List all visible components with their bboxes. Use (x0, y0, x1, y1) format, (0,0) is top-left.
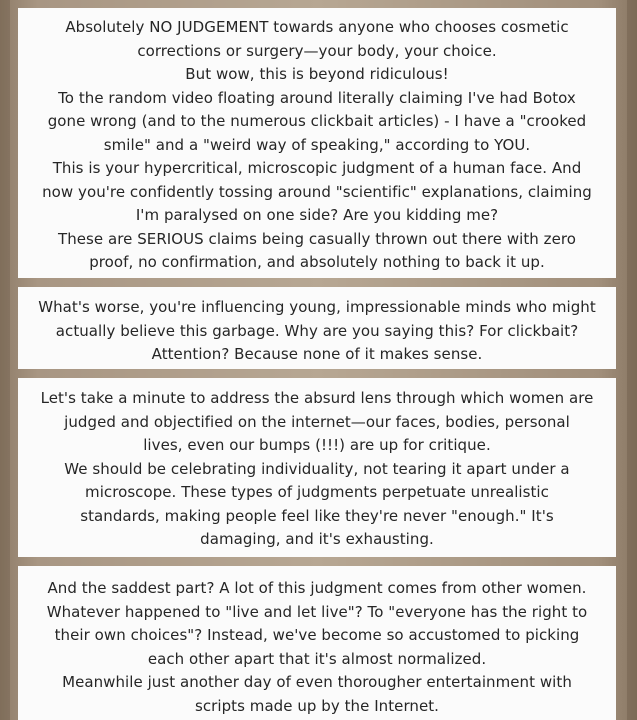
card-1-line-4: To the random video floating around literally claiming I've had Botox (58, 88, 576, 107)
card-1-line-10: These are SERIOUS claims being casually thrown out there with zero (57, 229, 576, 248)
card-1-line-5: gone wrong (and to the numerous clickbait articles) - I have a "crooked (47, 112, 587, 130)
card-3-line-4: We should be celebrating individuality, not tearing it apart under a (64, 459, 570, 478)
card-3-line-2: judged and objectified on the internet—our faces, bodies, personal (64, 412, 570, 431)
card-1-line-2: corrections or surgery—your body, your choice. (137, 41, 497, 60)
card-4-line-2: Whatever happened to "live and let live"? To "everyone has the right to (46, 602, 588, 621)
card-4-line-6: scripts made up by the Internet. (195, 696, 439, 715)
card-4-line-3: their own choices"? Instead, we've become so accustomed to picking (54, 626, 580, 644)
text-card-1 (18, 8, 616, 278)
card-3-line-6: standards, making people feel like they're never "enough." It's (80, 506, 554, 525)
story-right-shadow (627, 0, 637, 720)
card-3-line-1: Let's take a minute to address the absurd lens through which women are (40, 389, 594, 407)
text-card-4 (18, 566, 616, 720)
card-1-line-8: now you're confidently tossing around "scientific" explanations, claiming (42, 182, 592, 201)
card-3-line-3: lives, even our bumps (!!!) are up for critique. (143, 436, 491, 454)
card-4-line-4: each other apart that it's almost normalized. (147, 649, 487, 668)
card-4-line-5: Meanwhile just another day of even thorougher entertainment with (62, 673, 572, 691)
card-1-line-1: Absolutely NO JUDGEMENT towards anyone who chooses cosmetic (65, 18, 569, 36)
text-card-3 (18, 378, 616, 557)
card-2-line-1: What's worse, you're influencing young, impressionable minds who might (38, 298, 596, 316)
card-1-line-3: But wow, this is beyond ridiculous! (185, 65, 449, 83)
card-3-line-7: damaging, and it's exhausting. (200, 530, 434, 548)
card-1-line-6: smile" and a "weird way of speaking," according to YOU. (103, 135, 531, 154)
card-3-line-5: microscope. These types of judgments perpetuate unrealistic (85, 483, 549, 501)
card-1-line-9: I'm paralysed on one side? Are you kidding me? (135, 206, 499, 224)
story-left-shadow (0, 0, 10, 720)
card-2-line-2: actually believe this garbage. Why are you saying this? For clickbait? (55, 321, 579, 340)
text-card-2 (18, 287, 616, 369)
card-1-line-7: This is your hypercritical, microscopic judgment of a human face. And (52, 159, 582, 177)
card-2-line-3: Attention? Because none of it makes sense. (151, 345, 483, 363)
card-1-line-11: proof, no confirmation, and absolutely nothing to back it up. (89, 253, 545, 271)
card-4-line-1: And the saddest part? A lot of this judgment comes from other women. (47, 579, 587, 597)
